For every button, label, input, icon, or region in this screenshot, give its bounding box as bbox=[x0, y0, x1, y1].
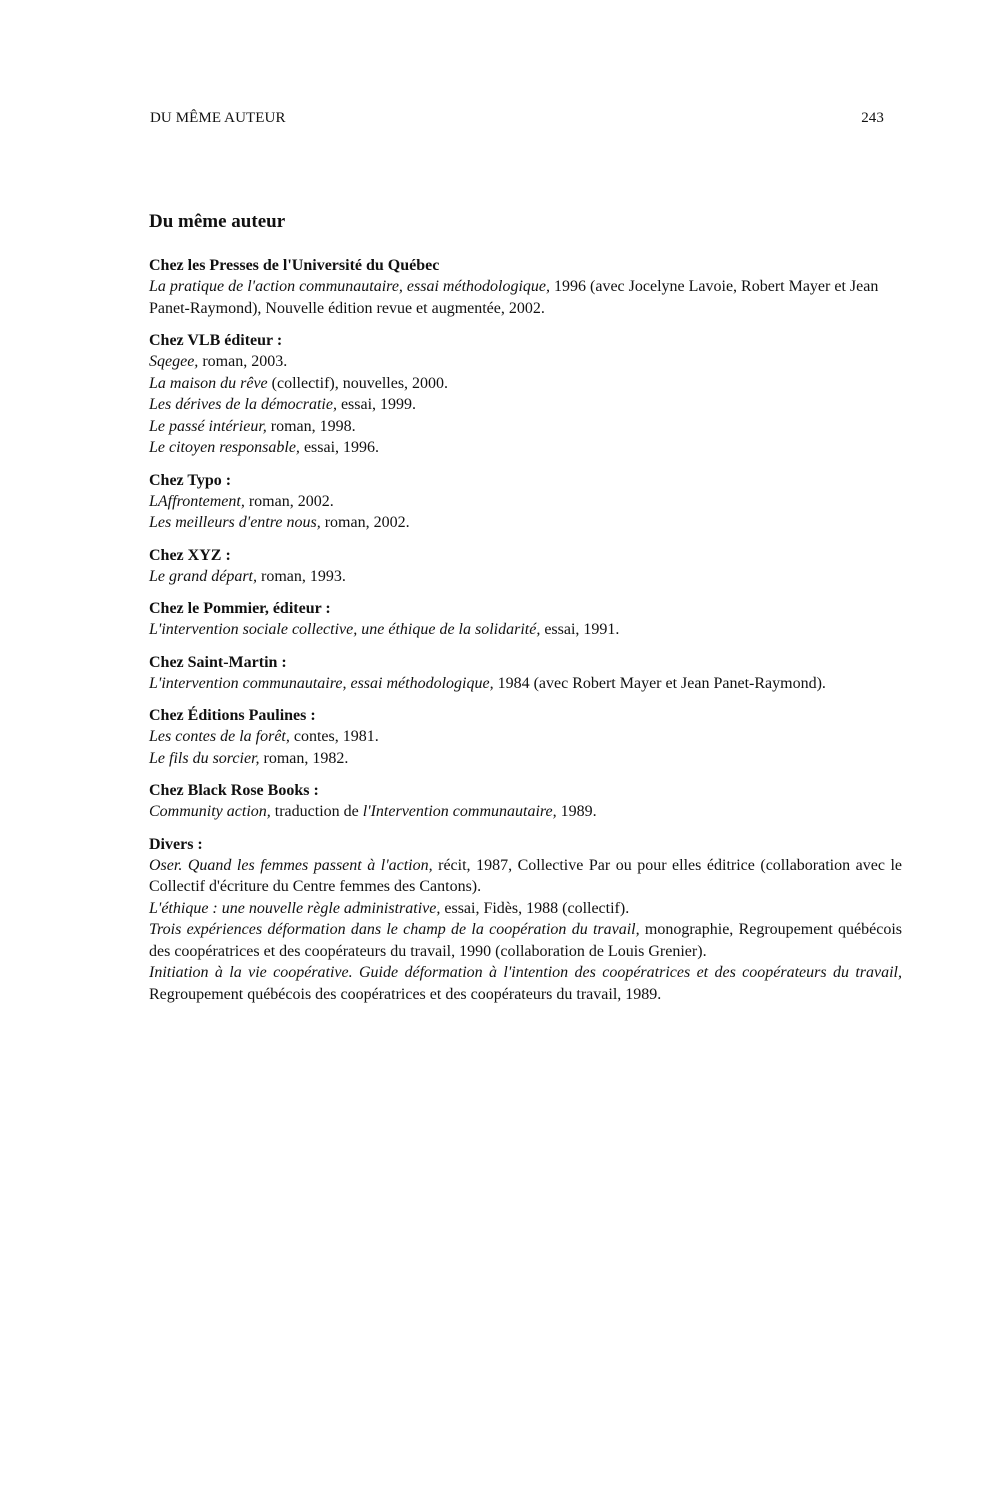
bibliography bbox=[149, 209, 902, 1016]
bibliography-entry bbox=[149, 351, 902, 373]
bibliography-entry bbox=[149, 962, 902, 1005]
running-title: DU MÊME AUTEUR bbox=[150, 110, 286, 126]
section-title: Du même auteur bbox=[149, 211, 286, 232]
publisher-heading: Chez Black Rose Books : bbox=[149, 782, 319, 799]
bibliography-entry bbox=[149, 373, 902, 395]
bibliography-entry bbox=[149, 726, 902, 748]
entry-details: essai, Fidès, 1988 (collectif). bbox=[440, 899, 630, 917]
entry-details: roman, 2002. bbox=[244, 492, 334, 510]
publisher-heading: Chez Saint-Martin : bbox=[149, 653, 287, 671]
bibliography-entry bbox=[149, 673, 902, 695]
work-title: Trois expériences déformation dans le champ de la coopération du travail, bbox=[149, 921, 640, 938]
entry-details: (collectif), nouvelles, 2000. bbox=[267, 374, 449, 392]
entry-details: essai, 1996. bbox=[299, 439, 380, 456]
work-title: L'intervention sociale collective, une éthique de la solidarité, bbox=[149, 621, 541, 638]
entry-details: 1996 (avec Jocelyne Lavoie, Robert Mayer et Jean Panet-Raymond), Nouvelle édition revue et augmentée, 2002. bbox=[149, 278, 879, 317]
work-title: Le citoyen responsable, bbox=[149, 439, 300, 456]
publisher-group bbox=[149, 598, 902, 641]
work-title: l'Intervention communautaire, bbox=[362, 803, 557, 820]
entry-details: roman, 2003. bbox=[198, 353, 288, 370]
publisher-groups bbox=[149, 255, 902, 1005]
entry-details: 1989. bbox=[556, 803, 597, 820]
publisher-heading: Chez VLB éditeur : bbox=[149, 332, 283, 349]
work-title: Les meilleurs d'entre nous, bbox=[149, 514, 321, 531]
work-title: Le fils du sorcier, bbox=[149, 749, 260, 767]
work-title: La pratique de l'action communautaire, essai méthodologique, bbox=[149, 278, 551, 295]
publisher-group bbox=[149, 705, 902, 769]
page-number: 243 bbox=[861, 110, 884, 126]
bibliography-entry bbox=[149, 919, 902, 962]
bibliography-entry bbox=[149, 437, 902, 459]
entry-details: monographie, Regroupement québécois des coopératrices et des coopérateurs du travail, 1990 (collaboration de Louis Grenier). bbox=[149, 921, 903, 960]
work-title: Les dérives de la démocratie, bbox=[149, 396, 337, 413]
bibliography-entry bbox=[149, 512, 902, 534]
publisher-heading: Chez Éditions Paulines : bbox=[149, 707, 316, 724]
entry-details: Regroupement québécois des coopératrices et des coopérateurs du travail, 1989. bbox=[149, 985, 662, 1003]
entry-details: roman, 2002. bbox=[320, 514, 410, 531]
work-title: Les contes de la forêt, bbox=[149, 728, 290, 745]
bibliography-entry bbox=[149, 566, 902, 588]
entry-details: traduction de bbox=[270, 803, 363, 820]
entry-details: essai, 1991. bbox=[540, 621, 620, 638]
bibliography-entry bbox=[149, 748, 902, 770]
bibliography-entry bbox=[149, 491, 902, 513]
entry-details: 1984 (avec Robert Mayer et Jean Panet-Raymond). bbox=[493, 674, 826, 692]
publisher-group bbox=[149, 330, 902, 459]
publisher-group bbox=[149, 834, 902, 1006]
publisher-heading: Divers : bbox=[149, 835, 203, 853]
entry-details: roman, 1993. bbox=[257, 567, 346, 585]
bibliography-entry bbox=[149, 619, 902, 641]
publisher-heading: Chez les Presses de l'Université du Québec bbox=[149, 257, 440, 274]
work-title: Le grand départ, bbox=[149, 567, 257, 585]
entry-details: roman, 1982. bbox=[259, 749, 349, 767]
work-title: Sqegee, bbox=[149, 353, 199, 370]
work-title: Oser. Quand les femmes passent à l'action, bbox=[149, 856, 433, 874]
bibliography-entry bbox=[149, 898, 902, 920]
bibliography-entry bbox=[149, 276, 902, 319]
bibliography-entry bbox=[149, 855, 902, 898]
bibliography-entry bbox=[149, 394, 902, 416]
bibliography-entry bbox=[149, 801, 902, 823]
work-title: L'éthique : une nouvelle règle administrative, bbox=[149, 899, 441, 917]
publisher-heading: Chez le Pommier, éditeur : bbox=[149, 600, 331, 617]
work-title: La maison du rêve bbox=[149, 374, 268, 392]
publisher-heading: Chez Typo : bbox=[149, 471, 232, 489]
publisher-group bbox=[149, 255, 902, 319]
entry-details: essai, 1999. bbox=[336, 396, 417, 413]
running-header bbox=[150, 110, 884, 127]
publisher-group bbox=[149, 545, 902, 588]
publisher-group bbox=[149, 470, 902, 534]
work-title: L'intervention communautaire, essai méthodologique, bbox=[149, 674, 494, 692]
publisher-group bbox=[149, 780, 902, 823]
work-title: Community action, bbox=[149, 803, 271, 820]
work-title: LAffrontement, bbox=[149, 492, 245, 510]
publisher-group bbox=[149, 652, 902, 695]
work-title: Initiation à la vie coopérative. Guide déformation à l'intention des coopératrices et des coopérateurs du travail, bbox=[149, 964, 902, 981]
entry-details: récit, 1987, Collective Par ou pour elles éditrice (collaboration avec le Collectif d'écriture du Centre femmes des Cantons). bbox=[149, 856, 902, 895]
entry-details: contes, 1981. bbox=[289, 728, 379, 745]
entry-details: roman, 1998. bbox=[266, 417, 356, 435]
publisher-heading: Chez XYZ : bbox=[149, 546, 231, 564]
bibliography-entry bbox=[149, 416, 902, 438]
work-title: Le passé intérieur, bbox=[149, 417, 267, 435]
